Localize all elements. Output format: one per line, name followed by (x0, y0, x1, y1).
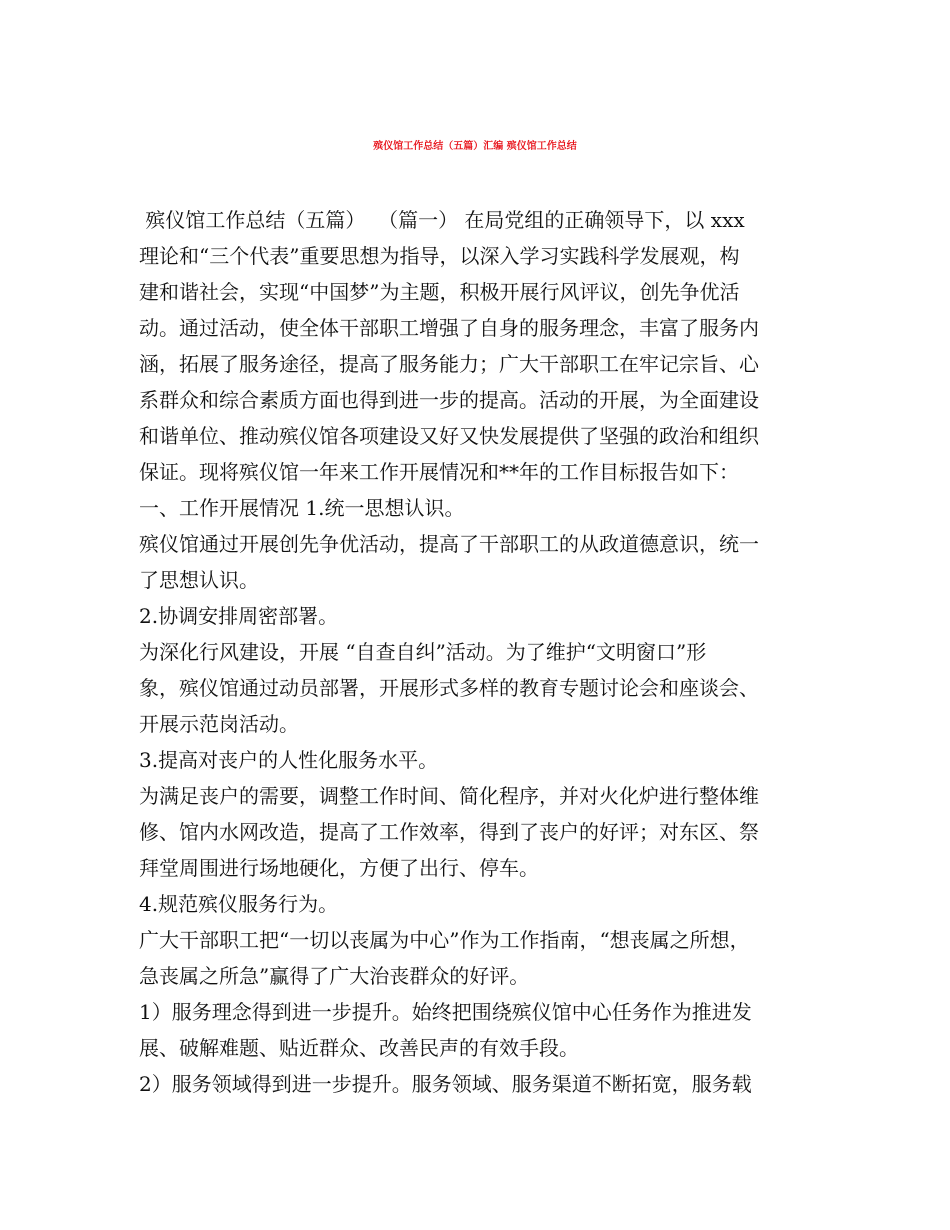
body-line: 系群众和综合素质方面也得到进一步的提高。活动的开展，为全面建设 (139, 388, 759, 412)
body-line: 建和谐社会，实现“中国梦”为主题，积极开展行风评议，创先争优活 (139, 280, 740, 304)
body-line: 殡仪馆工作总结（五篇） （篇一） 在局党组的正确领导下，以 xxx (139, 208, 745, 232)
body-line: 广大干部职工把“一切以丧属为中心”作为工作指南，“想丧属之所想， (139, 928, 750, 952)
body-line: 急丧属之所急”赢得了广大治丧群众的好评。 (139, 964, 530, 988)
body-line: 涵，拓展了服务途径，提高了服务能力；广大干部职工在牢记宗旨、心 (139, 352, 759, 376)
body-line: 动。通过活动，使全体干部职工增强了自身的服务理念，丰富了服务内 (139, 316, 759, 340)
section-heading: 一、工作开展情况 1.统一思想认识。 (139, 496, 465, 520)
body-line: 1）服务理念得到进一步提升。始终把围绕殡仪馆中心任务作为推进发 (139, 1000, 752, 1024)
body-line: 展、破解难题、贴近群众、改善民声的有效手段。 (139, 1036, 579, 1060)
body-line: 殡仪馆通过开展创先争优活动，提高了干部职工的从政道德意识，统一 (139, 532, 759, 556)
body-line: 为深化行风建设，开展 “自查自纠”活动。为了维护“文明窗口”形 (139, 640, 707, 664)
body-line: 和谐单位、推动殡仪馆各项建设又好又快发展提供了坚强的政治和组织 (139, 424, 759, 448)
body-line: 为满足丧户的需要，调整工作时间、简化程序，并对火化炉进行整体维 (139, 784, 759, 808)
subsection-heading: 2.协调安排周密部署。 (139, 604, 339, 628)
body-line: 理论和“三个代表”重要思想为指导，以深入学习实践科学发展观，构 (139, 244, 740, 268)
body-line: 了思想认识。 (139, 568, 259, 592)
body-line: 保证。现将殡仪馆一年来工作开展情况和**年的工作目标报告如下： (139, 460, 739, 484)
body-line: 修、馆内水网改造，提高了工作效率，得到了丧户的好评；对东区、祭 (139, 820, 759, 844)
subsection-heading: 4.规范殡仪服务行为。 (139, 892, 339, 916)
body-line: 象，殡仪馆通过动员部署，开展形式多样的教育专题讨论会和座谈会、 (139, 676, 759, 700)
body-line: 拜堂周围进行场地硬化，方便了出行、停车。 (139, 856, 539, 880)
document-title: 殡仪馆工作总结（五篇）汇编 殡仪馆工作总结 (373, 141, 577, 152)
subsection-heading: 3.提高对丧户的人性化服务水平。 (139, 748, 439, 772)
body-line: 2）服务领域得到进一步提升。服务领域、服务渠道不断拓宽，服务载 (139, 1072, 752, 1096)
body-line: 开展示范岗活动。 (139, 712, 299, 736)
